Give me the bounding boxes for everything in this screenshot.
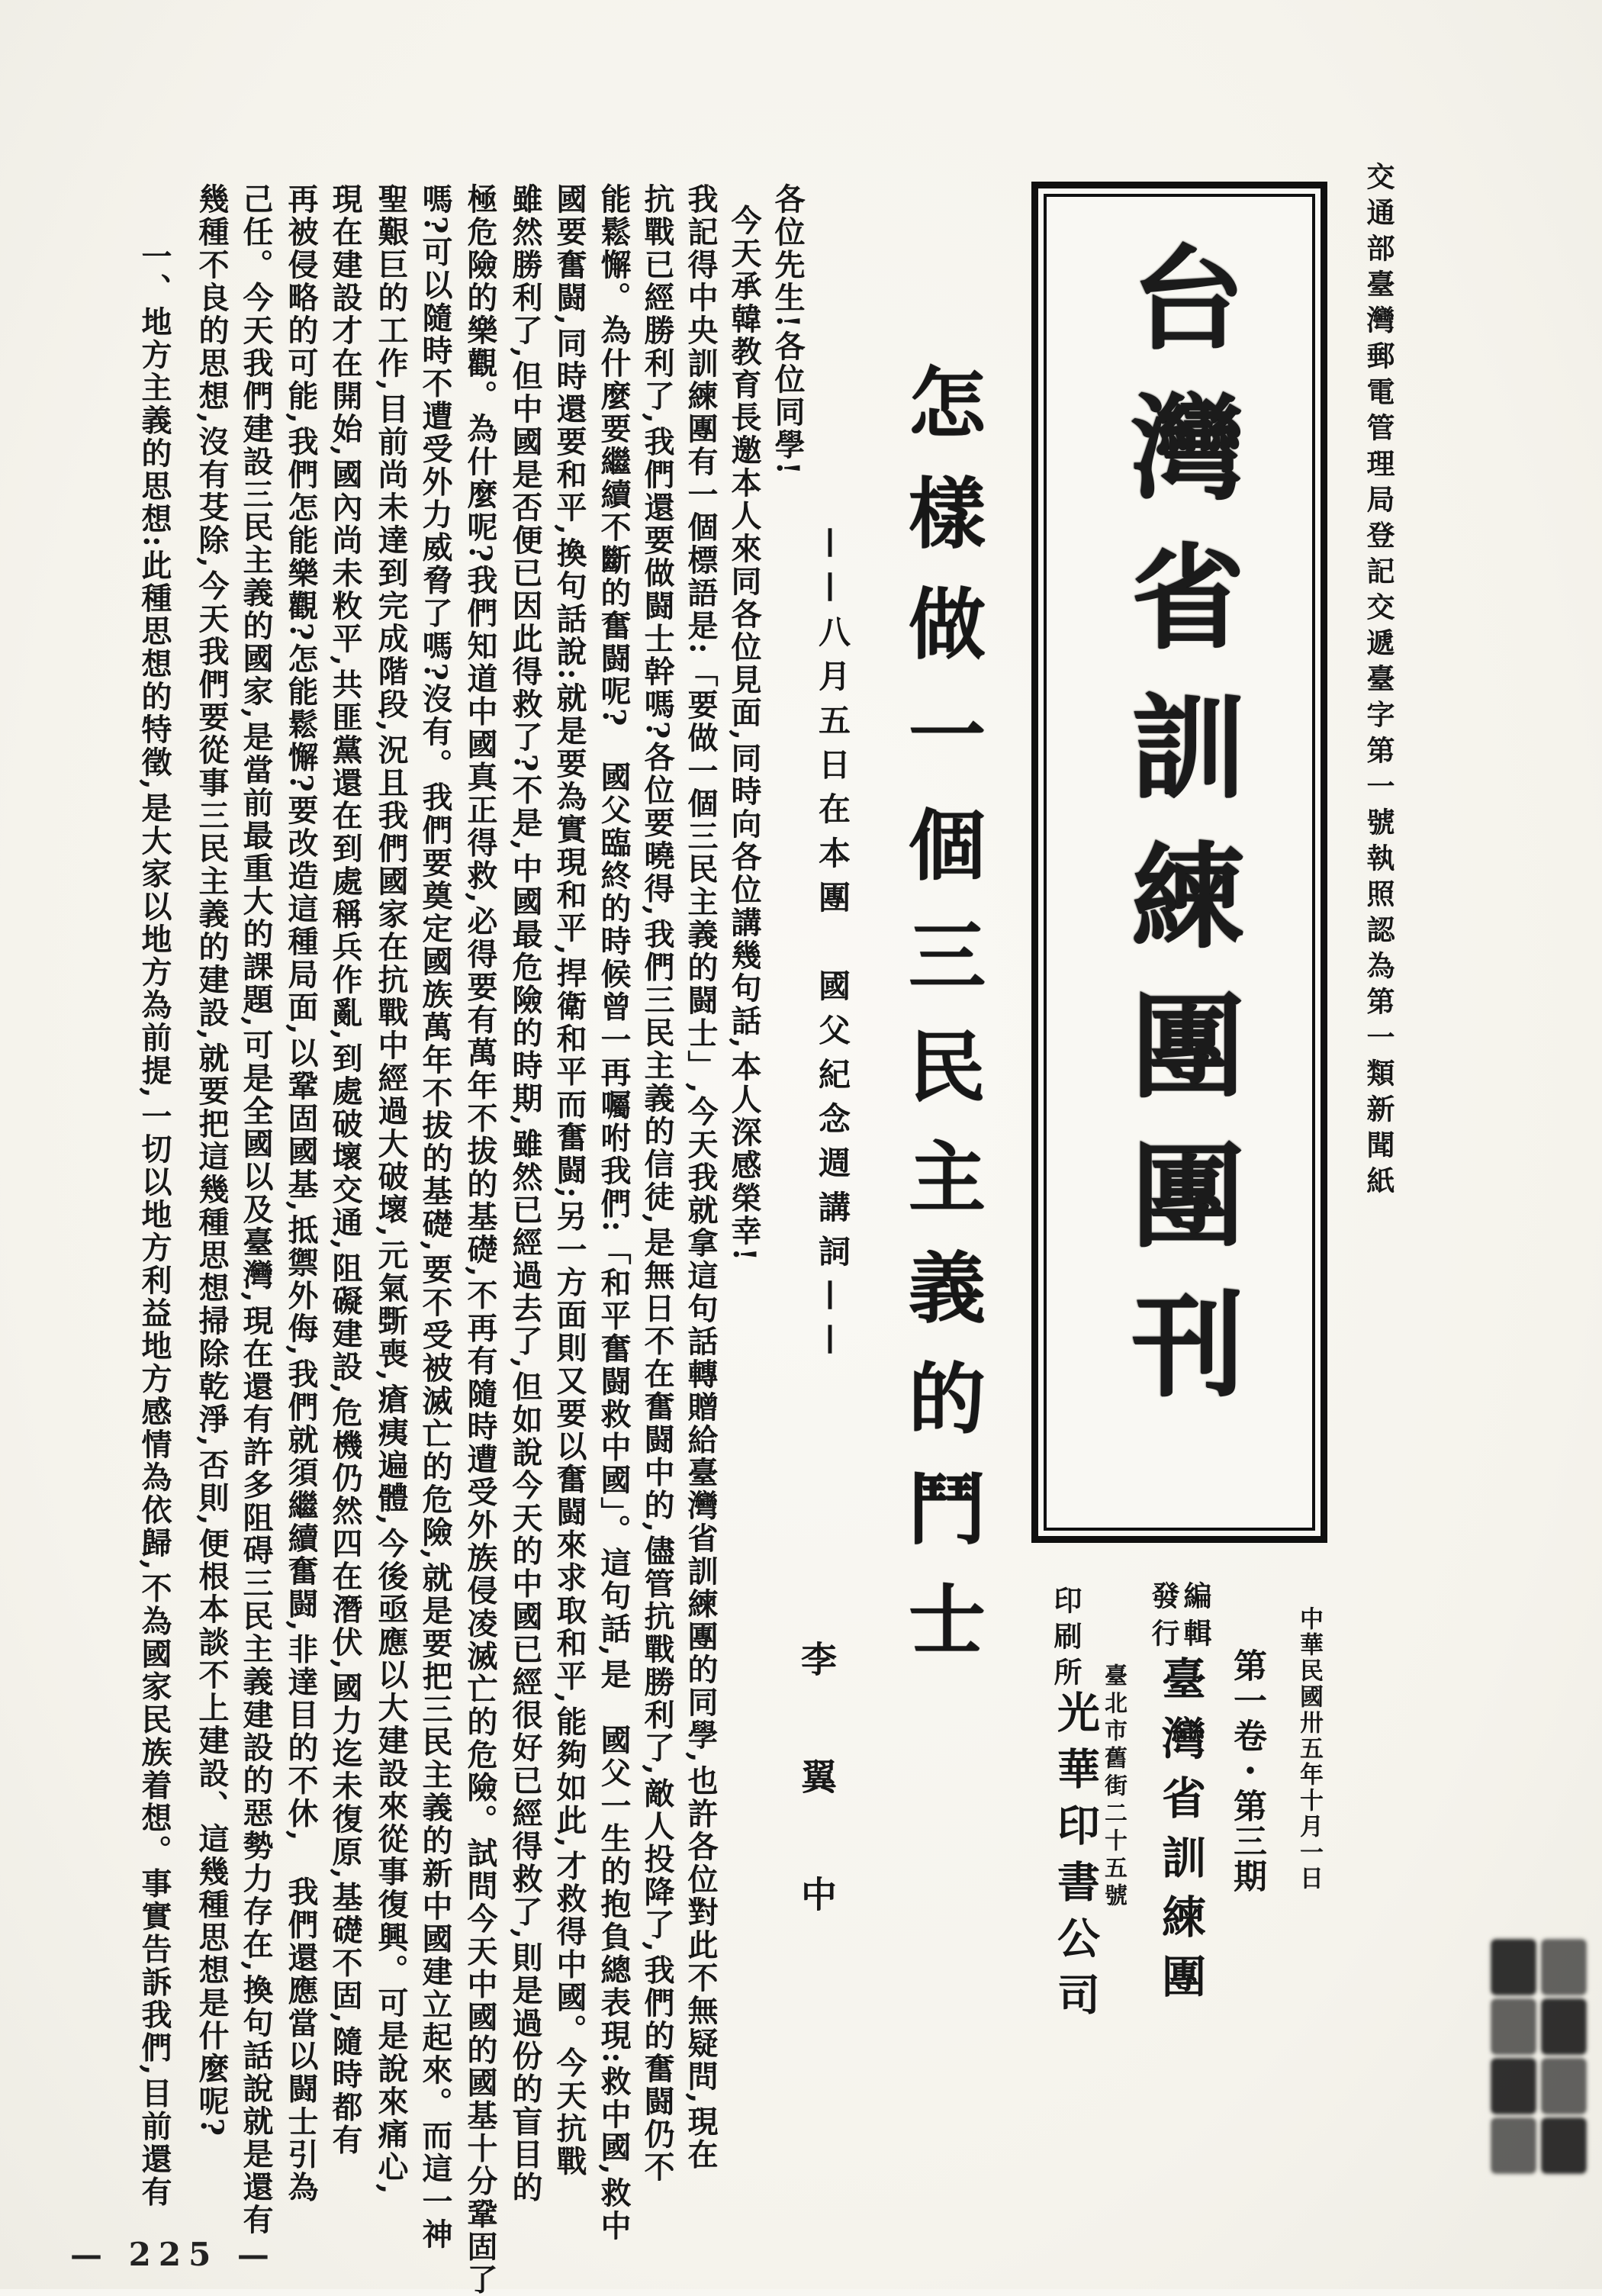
postal-registration-line: 交通部臺灣郵電管理局登記交遞臺字第一號執照認為第一類新聞紙	[1362, 162, 1395, 1202]
body-column: 各位先生!各位同學!	[770, 183, 806, 478]
masthead-inner-border	[1044, 194, 1315, 1531]
journal-masthead-title: 台灣省訓練團團刊	[1113, 239, 1246, 1435]
body-column: 今天承韓教育長邀本人來同各位見面,同時向各位講幾句話,本人深感榮幸!	[726, 204, 762, 1264]
body-column: 國要奮闘,同時還要和平,換句話說:就是要為實現和平,捍衛和平而奮闘;另一方面則又要以奮闘來求取和平,能夠如此,才救得中國。今天抗戰	[552, 183, 587, 2178]
seal-blob	[1491, 2059, 1536, 2114]
publisher-organization: 臺灣省訓練團	[1154, 1656, 1206, 2013]
seal-strip	[1542, 1940, 1586, 2198]
publisher-label: 發行	[1147, 1581, 1180, 1656]
body-column: 幾種不良的思想,沒有芟除,今天我們要從事三民主義的建設,就要把這幾種思想掃除乾淨,否則,便根本談不上建設、這幾種思想是什麼呢?	[194, 183, 230, 2139]
article-subtitle: ——八月五日在本團 國父紀念週講詞——	[814, 527, 851, 1367]
body-column: 極危險的樂觀。為什麼呢?我們知道中國真正得救,必得要有萬年不拔的基礎,不再有隨時遭受外族侵凌滅亡的危險。試問今天中國的國基十分鞏固了	[462, 183, 498, 2296]
seal-blob	[1542, 1999, 1586, 2054]
body-column: 我記得中央訓練團有一個標語是:「要做一個三民主義的闘士」,今天我就拿這句話轉贈給臺灣省訓練團的同學,也許各位對此不無疑問,現在	[683, 183, 719, 2172]
body-column: 雖然勝利了,但中國是否便已因此得救了?不是,中國最危險的時期,雖然已經過去了,但如說今天的中國已經很好已經得救了,則是過份的盲目的	[507, 183, 543, 2204]
body-column: 能鬆懈。為什麼要繼續不斷的奮闘呢? 國父臨終的時候曾一再囑咐我們:「和平奮闘救中國」。這句話,是 國父一生的抱負總表現:救中國,救中	[596, 183, 632, 2243]
body-column: 嗎?可以隨時不遭受外力威脅了嗎?沒有。我們要奠定國族萬年不拔的基礎,要不受被滅亡的危險,就是要把三民主義的新中國建立起來。而這一神	[417, 183, 453, 2251]
publisher-address: 臺北市舊街二十五號	[1100, 1663, 1127, 1911]
printer-name: 光華印書公司	[1050, 1690, 1101, 2029]
seal-blob	[1491, 2118, 1536, 2173]
volume-issue: 第一卷・第三期	[1227, 1648, 1266, 1894]
masthead-box	[1031, 182, 1327, 1543]
seal-blob	[1542, 1940, 1586, 1995]
editor-label: 編輯	[1179, 1581, 1212, 1656]
body-column: 抗戰已經勝利了,我們還要做闘士幹嗎?各位要曉得,我們三民主義的信徒,是無日不在奮闘中的,儘管抗戰勝利了,敵人投降了,我們的奮闘仍不	[639, 183, 675, 2184]
seal-blob	[1491, 1940, 1536, 1995]
body-column: 再被侵略的可能,我們怎能樂觀?怎能鬆懈?要改造這種局面,以鞏固國基,抵禦外侮,我們就須繼續奮闘,非達目的不休, 我們還應當以闘士引為	[283, 183, 319, 2204]
publication-date: 中華民國卅五年十月一日	[1295, 1606, 1323, 1892]
body-column: 現在建設才在開始,國內尚未敉平,共匪黨還在到處稱兵作亂,到處破壞交通,阻礙建設,危機仍然四在潛伏,國力迄未復原,基礎不固,隨時都有	[327, 183, 363, 2157]
printer-label: 印刷所	[1049, 1586, 1082, 1693]
body-column: 一、地方主義的思想:此種思想的特徵,是大家以地方為前提,一切以地方利益地方感情為依歸,不為國家民族着想。事實告訴我們,目前還有	[137, 240, 172, 2209]
page-number: — 225 —	[70, 2236, 277, 2273]
article-author: 李 翼 中	[795, 1641, 837, 1934]
illegible-ink-seal-icon	[1486, 1940, 1591, 2198]
body-column: 聖艱巨的工作,目前尚未達到完成階段,況且我們國家在抗戰中經過大破壞,元氣斲喪,瘡痍遍體,今後亟應以大建設來從事復興。可是說來痛心,	[373, 183, 409, 2197]
seal-blob	[1542, 2059, 1586, 2114]
seal-blob	[1491, 1999, 1536, 2054]
body-column: 己任。今天我們建設三民主義的國家,是當前最重大的課題,可是全國以及臺灣,現在還有許多阻碍三民主義建設的惡勢力存在,換句話說就是還有	[238, 183, 274, 2236]
article-title: 怎樣做一個三民主義的鬥士	[896, 362, 986, 1690]
seal-blob	[1542, 2118, 1586, 2173]
seal-strip	[1491, 1940, 1536, 2198]
